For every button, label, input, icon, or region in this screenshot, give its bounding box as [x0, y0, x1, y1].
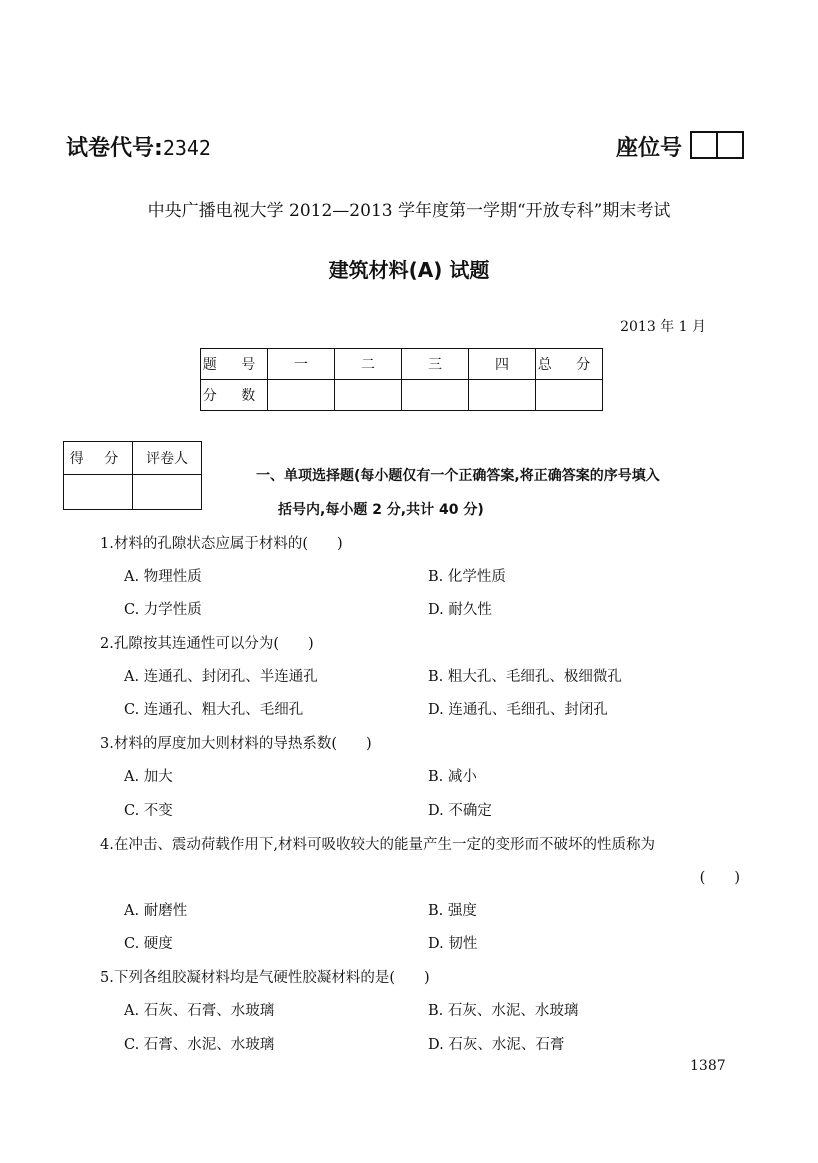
option-b: B. 石灰、水泥、水玻璃 — [428, 1003, 579, 1019]
question-stem: 4.在冲击、震动荷载作用下,材料可吸收较大的能量产生一定的变形而不破坏的性质称为 — [100, 837, 655, 853]
option-a: A. 石灰、石膏、水玻璃 — [124, 1003, 275, 1019]
score-table-score-row — [201, 380, 603, 411]
section-heading-cont: 括号内,每小题 2 分,共计 40 分) — [278, 502, 484, 518]
score-entry-cell — [536, 380, 603, 411]
answer-parentheses: ( ) — [699, 870, 740, 886]
grader-score-cell — [64, 475, 133, 510]
score-table-cell: 三 — [402, 349, 469, 380]
option-a: A. 耐磨性 — [124, 903, 188, 919]
seat-box — [692, 133, 716, 157]
section-heading: 一、单项选择题(每小题仅有一个正确答案,将正确答案的序号填入 — [256, 468, 660, 484]
option-d: D. 连通孔、毛细孔、封闭孔 — [428, 702, 608, 718]
paper-code-label: 试卷代号: — [66, 136, 163, 161]
seat-number-label: 座位号 — [616, 136, 683, 161]
option-c: C. 硬度 — [124, 936, 173, 952]
score-entry-cell — [268, 380, 335, 411]
option-b: B. 减小 — [428, 769, 477, 785]
option-c: C. 连通孔、粗大孔、毛细孔 — [124, 702, 304, 718]
exam-title: 建筑材料(A) 试题 — [328, 258, 490, 282]
option-b: B. 粗大孔、毛细孔、极细微孔 — [428, 669, 622, 685]
option-b: B. 化学性质 — [428, 569, 506, 585]
seat-box — [716, 133, 742, 157]
score-table-cell: 二 — [335, 349, 402, 380]
score-entry-cell — [335, 380, 402, 411]
grader-name-cell — [133, 475, 202, 510]
option-c: C. 不变 — [124, 803, 173, 819]
question-stem: 5.下列各组胶凝材料均是气硬性胶凝材料的是( ) — [100, 970, 430, 986]
grader-score-label: 得 分 — [64, 442, 133, 475]
score-table-cell: 总 分 — [536, 349, 603, 380]
option-a: A. 物理性质 — [124, 569, 202, 585]
grader-name-label: 评卷人 — [133, 442, 202, 475]
question-stem: 1.材料的孔隙状态应属于材料的( ) — [100, 536, 343, 552]
option-b: B. 强度 — [428, 903, 477, 919]
option-c: C. 力学性质 — [124, 602, 202, 618]
option-d: D. 不确定 — [428, 803, 492, 819]
score-table-header-row — [201, 349, 603, 380]
score-entry-cell — [469, 380, 536, 411]
option-d: D. 韧性 — [428, 936, 478, 952]
score-table — [200, 348, 603, 411]
score-table-cell: 分 数 — [201, 380, 268, 411]
question-stem: 3.材料的厚度加大则材料的导热系数( ) — [100, 736, 372, 752]
option-a: A. 连通孔、封闭孔、半连通孔 — [124, 669, 318, 685]
score-table-cell: 四 — [469, 349, 536, 380]
paper-code-value: 2342 — [162, 136, 211, 160]
page-number: 1387 — [690, 1058, 726, 1074]
question-stem: 2.孔隙按其连通性可以分为( ) — [100, 636, 314, 652]
score-entry-cell — [402, 380, 469, 411]
score-table-cell: 题 号 — [201, 349, 268, 380]
option-a: A. 加大 — [124, 769, 173, 785]
option-c: C. 石膏、水泥、水玻璃 — [124, 1037, 275, 1053]
paper-code — [66, 131, 211, 162]
exam-header: 中央广播电视大学 2012—2013 学年度第一学期“开放专科”期末考试 — [147, 201, 671, 221]
exam-date: 2013 年 1 月 — [620, 319, 706, 335]
score-table-cell: 一 — [268, 349, 335, 380]
seat-number-boxes — [690, 131, 744, 159]
option-d: D. 石灰、水泥、石膏 — [428, 1037, 565, 1053]
grader-table — [63, 441, 202, 510]
option-d: D. 耐久性 — [428, 602, 492, 618]
